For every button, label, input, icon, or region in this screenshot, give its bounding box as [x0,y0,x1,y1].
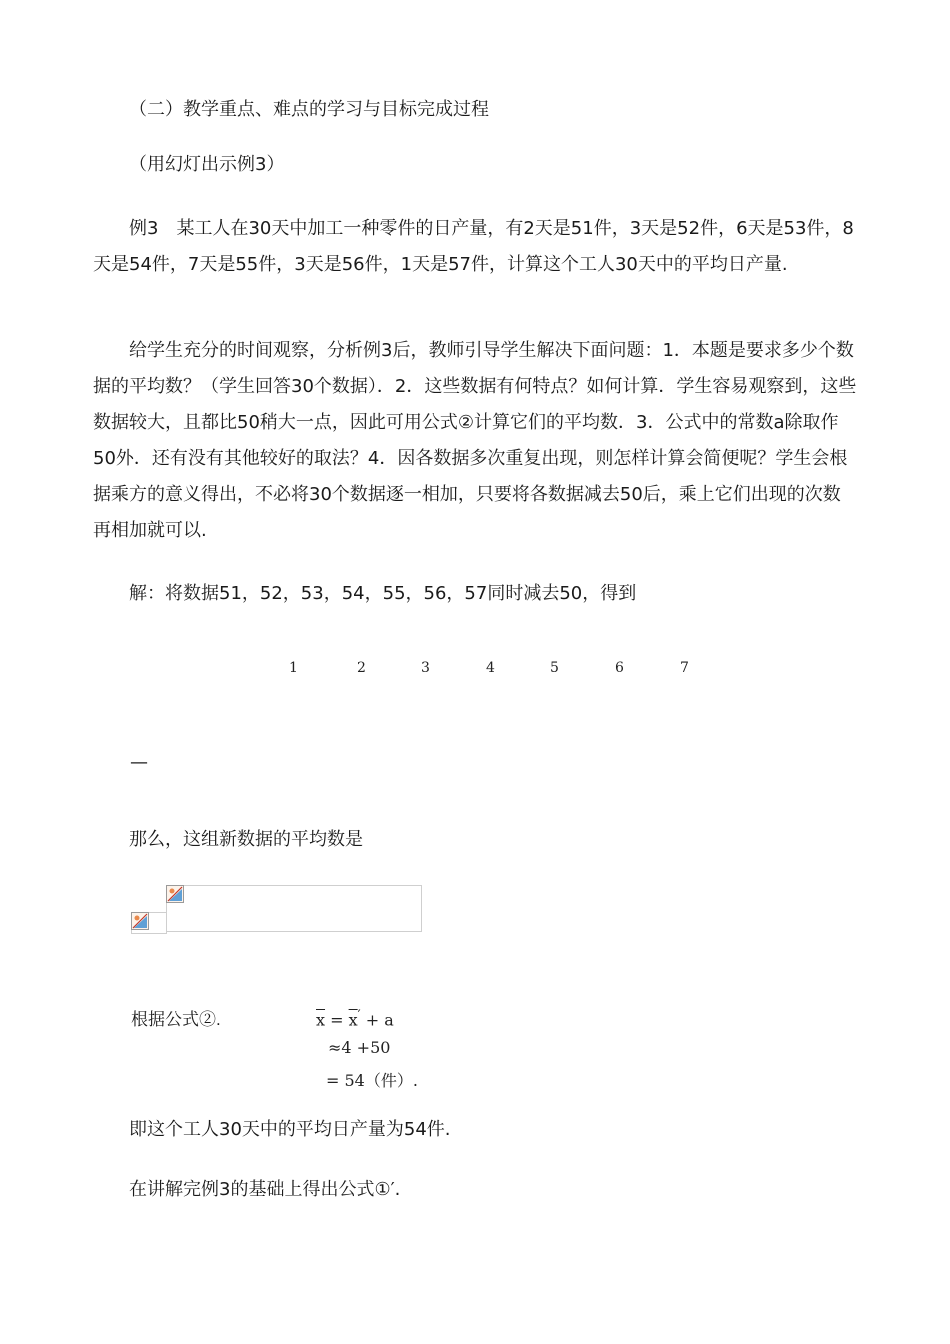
x-prime-bar: $\overline{x}$ [348,1010,358,1030]
formula-line-3: = 54（件）. [326,1071,418,1090]
new-data-value: 3 [421,660,430,676]
solution-intro: 解：将数据51，52，53，54，55，56，57同时减去50，得到 [129,583,637,604]
new-data-row [0,660,950,684]
formula-line-2: ≈4 +50 [328,1038,391,1057]
new-data-value: 6 [615,660,624,676]
new-data-value: 2 [357,660,366,676]
section-heading: （二）教学重点、难点的学习与目标完成过程 [129,99,489,120]
final-text: 在讲解完例3的基础上得出公式①′. [129,1179,401,1200]
x-bar: $\overline{x}$ [316,1010,326,1030]
prime-mark: ′ [357,1008,361,1023]
formula-image-frame [166,885,422,932]
broken-image-icon [131,912,149,930]
broken-image-icon [166,885,184,903]
plus-a: + a [360,1010,394,1030]
example-3-text: 例3 某工人在30天中加工一种零件的日产量，有2天是51件，3天是52件，6天是53件，8天是54件，7天是55件，3天是56件，1天是57件，计算这个工人30天中的平均日产量. [93,218,854,275]
conclusion-text: 即这个工人30天中的平均日产量为54件. [129,1119,451,1140]
slide-note: （用幻灯出示例3） [129,154,285,175]
then-text: 那么，这组新数据的平均数是 [129,829,363,850]
new-data-value: 1 [289,660,298,676]
formula-line-1 [316,1008,394,1029]
equals-sign: = [325,1010,349,1030]
dash-mark: — [130,752,148,773]
new-data-value: 5 [550,660,559,676]
new-data-value: 4 [486,660,495,676]
guidance-paragraph: 给学生充分的时间观察，分析例3后，教师引导学生解决下面问题：1．本题是要求多少个数据的平均数？（学生回答30个数据）．2．这些数据有何特点？如何计算．学生容易观察到，这些数据较大，且都比50稍大一点，因此可用公式②计算它们的平均数．3．公式中的常数a除取作50外．还有没有其他较好的取法？4．因各数据多次重复出现，则怎样计算会简便呢？学生会根据乘方的意义得出，不必将30个数据逐一相加，只要将各数据减去50后，乘上它们出现的次数再相加就可以. [93,340,857,541]
formula-label: 根据公式②. [131,1010,221,1029]
new-data-value: 7 [680,660,689,676]
